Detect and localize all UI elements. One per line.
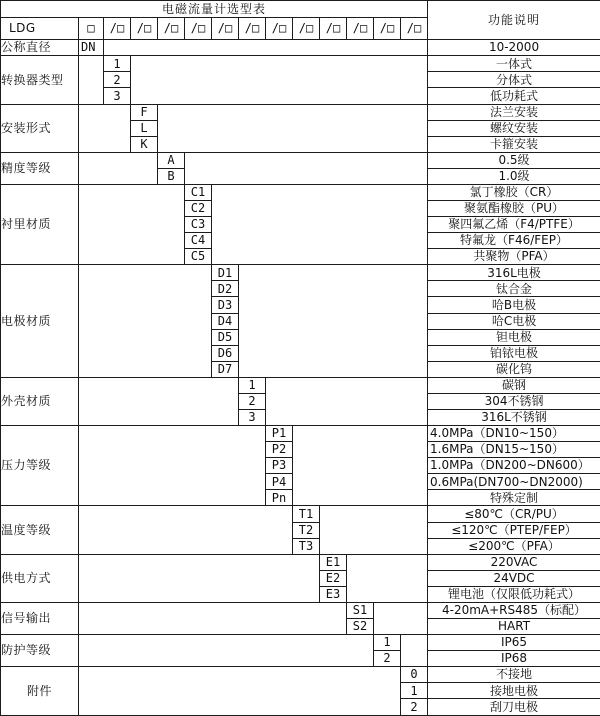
desc-cell: 哈B电极 — [428, 297, 600, 313]
filler-cell — [401, 635, 428, 667]
desc-cell: 特殊定制 — [428, 490, 600, 506]
page-title: 电磁流量计选型表 — [1, 1, 428, 18]
code-cell: D1 — [212, 265, 239, 281]
code-cell: S1 — [347, 602, 374, 618]
section-label: 防护等级 — [1, 635, 79, 667]
code-cell: 1 — [239, 377, 266, 393]
desc-cell: 特氟龙（F46/FEP） — [428, 233, 600, 249]
code-cell: P2 — [266, 442, 293, 458]
filler-cell — [266, 377, 428, 425]
section-label: 精度等级 — [1, 152, 79, 184]
filler-cell — [79, 426, 266, 506]
code-cell: C5 — [185, 249, 212, 265]
filler-cell — [79, 667, 401, 716]
code-cell: C2 — [185, 200, 212, 216]
code-cell: 3 — [239, 410, 266, 426]
filler-cell — [79, 104, 131, 152]
desc-cell: IP65 — [428, 635, 600, 651]
desc-cell: 碳化钨 — [428, 361, 600, 377]
code-slot-box-icon: /□ — [374, 18, 401, 40]
code-slot-box-icon: /□ — [266, 18, 293, 40]
desc-cell: ≤120℃（PTEP/FEP） — [428, 522, 600, 538]
filler-cell — [79, 56, 104, 104]
code-cell: D2 — [212, 281, 239, 297]
code-slot-box-icon: /□ — [293, 18, 320, 40]
section-label: 温度等级 — [1, 506, 79, 554]
code-cell: 2 — [239, 393, 266, 409]
code-cell: B — [158, 168, 185, 184]
code-cell: 1 — [401, 683, 428, 699]
filler-cell — [212, 184, 428, 264]
desc-cell: 卡箍安装 — [428, 136, 600, 152]
code-cell: E1 — [320, 554, 347, 570]
section-label: 压力等级 — [1, 426, 79, 506]
desc-cell: 法兰安装 — [428, 104, 600, 120]
filler-cell — [104, 40, 428, 56]
desc-cell: 316L电极 — [428, 265, 600, 281]
desc-cell: 4.0MPa（DN10~150） — [428, 426, 600, 442]
code-box-icon: □ — [79, 18, 104, 40]
desc-cell: 聚四氟乙烯（F4/PTFE） — [428, 217, 600, 233]
filler-cell — [79, 265, 212, 378]
desc-cell: ≤80℃（CR/PU） — [428, 506, 600, 522]
code-slot-box-icon: /□ — [158, 18, 185, 40]
code-slot-box-icon: /□ — [401, 18, 428, 40]
desc-cell: 4-20mA+RS485（标配） — [428, 602, 600, 618]
section-label: 转换器类型 — [1, 56, 79, 104]
function-column-header: 功能说明 — [428, 1, 600, 40]
section-label: 供电方式 — [1, 554, 79, 602]
section-label: 附件 — [1, 667, 79, 716]
code-cell: C1 — [185, 184, 212, 200]
code-cell: D3 — [212, 297, 239, 313]
code-cell: P1 — [266, 426, 293, 442]
filler-cell — [320, 506, 428, 554]
desc-cell: 分体式 — [428, 72, 600, 88]
filler-cell — [185, 152, 428, 184]
desc-cell: 哈C电极 — [428, 313, 600, 329]
desc-cell: HART — [428, 619, 600, 635]
filler-cell — [347, 554, 428, 602]
filler-cell — [158, 104, 428, 152]
code-cell: C4 — [185, 233, 212, 249]
desc-cell: 钛合金 — [428, 281, 600, 297]
desc-cell: 24VDC — [428, 570, 600, 586]
filler-cell — [239, 265, 428, 378]
code-cell: D7 — [212, 361, 239, 377]
filler-cell — [79, 635, 374, 667]
code-cell: D6 — [212, 345, 239, 361]
desc-cell: 钽电极 — [428, 329, 600, 345]
code-cell: K — [131, 136, 158, 152]
filler-cell — [293, 426, 428, 506]
code-cell: 1 — [374, 635, 401, 651]
section-label: 公称直径 — [1, 40, 79, 56]
desc-cell: 1.0级 — [428, 168, 600, 184]
desc-cell: 220VAC — [428, 554, 600, 570]
desc-cell: 一体式 — [428, 56, 600, 72]
code-slot-box-icon: /□ — [239, 18, 266, 40]
desc-cell: 316L不锈钢 — [428, 410, 600, 426]
desc-cell: 接地电极 — [428, 683, 600, 699]
desc-cell: 碳钢 — [428, 377, 600, 393]
desc-cell: 铂铱电极 — [428, 345, 600, 361]
code-slot-box-icon: /□ — [131, 18, 158, 40]
section-label: 信号输出 — [1, 602, 79, 634]
code-cell: S2 — [347, 619, 374, 635]
code-cell: Pn — [266, 490, 293, 506]
code-slot-box-icon: /□ — [347, 18, 374, 40]
code-slot-box-icon: /□ — [185, 18, 212, 40]
filler-cell — [79, 506, 293, 554]
desc-cell: 氯丁橡胶（CR） — [428, 184, 600, 200]
section-label: 外壳材质 — [1, 377, 79, 425]
desc-cell: 不接地 — [428, 667, 600, 683]
desc-cell: 共聚物（PFA） — [428, 249, 600, 265]
desc-cell: IP68 — [428, 651, 600, 667]
desc-cell: ≤200℃（PFA） — [428, 538, 600, 554]
code-cell: 2 — [401, 699, 428, 716]
code-cell: 2 — [374, 651, 401, 667]
desc-cell: 10-2000 — [428, 40, 600, 56]
desc-cell: 304不锈钢 — [428, 393, 600, 409]
filler-cell — [131, 56, 428, 104]
code-cell: T2 — [293, 522, 320, 538]
code-cell: E2 — [320, 570, 347, 586]
code-cell: T3 — [293, 538, 320, 554]
section-label: 安装形式 — [1, 104, 79, 152]
filler-cell — [79, 152, 158, 184]
desc-cell: 低功耗式 — [428, 88, 600, 104]
code-cell: T1 — [293, 506, 320, 522]
code-cell: C3 — [185, 217, 212, 233]
desc-cell: 0.6MPa(DN700~DN2000) — [428, 474, 600, 490]
code-slot-box-icon: /□ — [212, 18, 239, 40]
desc-cell: 螺纹安装 — [428, 120, 600, 136]
code-cell: DN — [79, 40, 104, 56]
section-label: 衬里材质 — [1, 184, 79, 264]
code-cell: F — [131, 104, 158, 120]
code-cell: D5 — [212, 329, 239, 345]
section-label: 电极材质 — [1, 265, 79, 378]
desc-cell: 1.6MPa（DN15~150） — [428, 442, 600, 458]
code-cell: D4 — [212, 313, 239, 329]
code-slot-box-icon: /□ — [320, 18, 347, 40]
code-cell: E3 — [320, 586, 347, 602]
code-slot-box-icon: /□ — [104, 18, 131, 40]
filler-cell — [79, 377, 239, 425]
filler-cell — [79, 602, 347, 634]
code-cell: A — [158, 152, 185, 168]
model-prefix-label: LDG — [1, 18, 79, 40]
code-cell: 3 — [104, 88, 131, 104]
desc-cell: 聚氨酯橡胶（PU） — [428, 200, 600, 216]
desc-cell: 0.5级 — [428, 152, 600, 168]
filler-cell — [79, 554, 320, 602]
desc-cell: 刮刀电极 — [428, 699, 600, 716]
desc-cell: 1.0MPa（DN200~DN600） — [428, 458, 600, 474]
filler-cell — [374, 602, 428, 634]
code-cell: L — [131, 120, 158, 136]
code-cell: 2 — [104, 72, 131, 88]
code-cell: 0 — [401, 667, 428, 683]
filler-cell — [79, 184, 185, 264]
desc-cell: 锂电池（仅限低功耗式） — [428, 586, 600, 602]
code-cell: P4 — [266, 474, 293, 490]
code-cell: P3 — [266, 458, 293, 474]
code-cell: 1 — [104, 56, 131, 72]
